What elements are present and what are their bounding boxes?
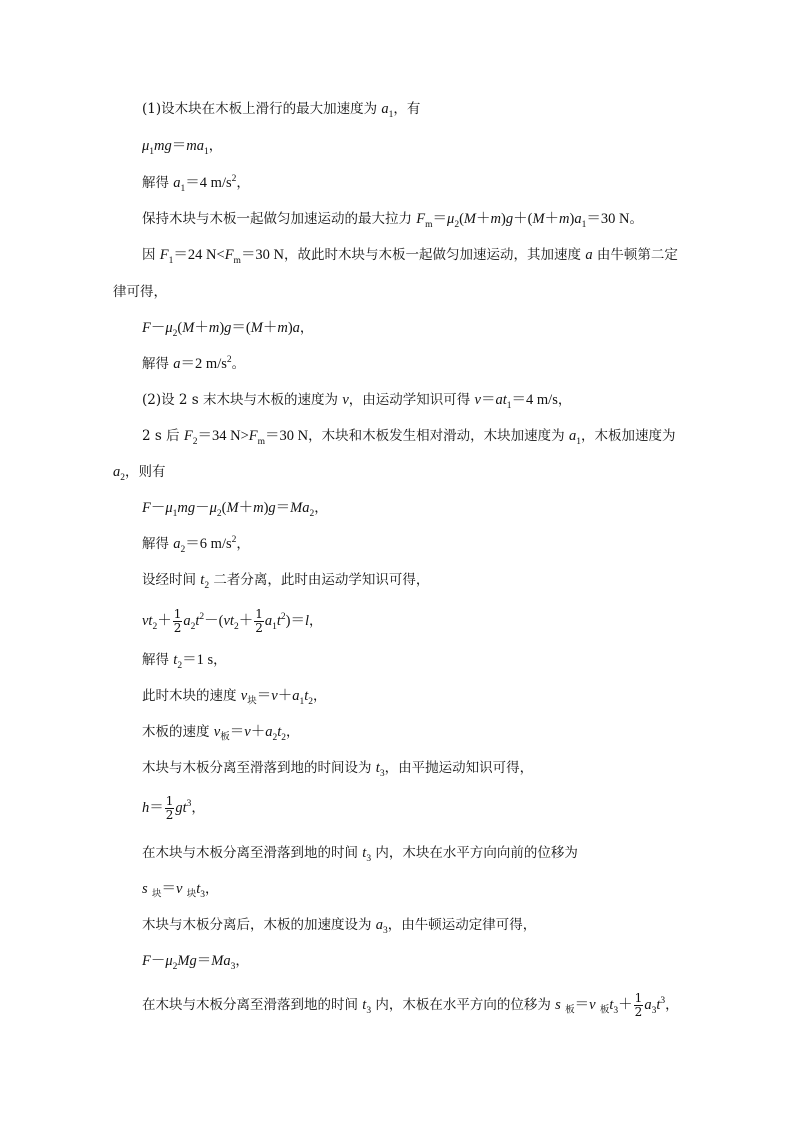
equation-line-2: $\mu_1mg=ma_1$， xyxy=(142,138,223,157)
fraction-half: $\frac{1}{2}$ xyxy=(634,991,643,1019)
text-line-13: 解得 $a_2=6$ $m/s^2$， xyxy=(142,535,250,555)
equation-line-22: s $_块$＝v $_块t_3$， xyxy=(142,881,219,900)
fraction-half: $\frac{1}{2}$ xyxy=(173,607,182,635)
equation-line-24: $F-\mu_2Mg=Ma_3$， xyxy=(142,953,249,972)
text-line-18: 木板的速度 $v_板=v+a_2t_2$， xyxy=(142,724,300,743)
equation-line-12: $F-\mu_1mg-\mu_2(M+m)g=Ma_2$， xyxy=(142,500,328,519)
text-line-19: 木块与木板分离至滑落到地的时间设为 $t_3$，由平抛运动知识可得， xyxy=(142,760,534,779)
text-line-17: 此时木块的速度 $v_块=v+a_1t_2$， xyxy=(142,688,327,707)
text-line-16: 解得 $t_2=1$ s， xyxy=(142,652,227,671)
fraction-half: $\frac{1}{2}$ xyxy=(255,607,263,635)
text-line-11: $a_2$，则有 xyxy=(113,464,166,483)
text-line-3: 解得 $a_1=4$ $m/s^2$， xyxy=(142,174,250,194)
text-line-6: 律可得， xyxy=(113,284,167,300)
text-line-1: (1)设木块在木板上滑行的最大加速度为 $a_1$，有 xyxy=(142,101,421,120)
text-line-23: 木块与木板分离后，木板的加速度设为 $a_3$，由牛顿运动定律可得， xyxy=(142,917,537,936)
text-line-25: 在木块与木板分离至滑落到地的时间 $t_3$ 内，木板在水平方向的位移为 s $_板$＝v $_板t_3+$ $\frac{1}{2}$ $a_3t^3$， xyxy=(142,991,679,1019)
text-line-4: 保持木块与木板一起做匀加速运动的最大拉力 $F_m=\mu_2(M+m)g+(M+m)a_1=30$ N。 xyxy=(142,211,643,230)
text-line-8: 解得 a＝2 $m/s^2$。 xyxy=(142,355,246,372)
text-line-10: 2 s 后 $F_2=34$ $N>F_m=30$ N，木块和木板发生相对滑动，木块加速度为 $a_1$，木板加速度为 xyxy=(142,428,676,447)
equation-line-20: h＝ $\frac{1}{2}$ $gt^3$， xyxy=(142,794,205,822)
text-line-21: 在木块与木板分离至滑落到地的时间 $t_3$ 内，木块在水平方向向前的位移为 xyxy=(142,845,578,864)
equation-line-7: $F-\mu_2(M+m)g=(M+m)a$， xyxy=(142,320,314,339)
equation-line-15: $vt_2+$ $\frac{1}{2}$ $a_2t^2-(vt_2+$ $\frac{1}{2}$ $a_1t^2)=l$， xyxy=(142,607,323,635)
fraction-half: $\frac{1}{2}$ xyxy=(165,794,174,822)
text-line-5: 因 $F_1=24$ $N<F_m=30$ N，故此时木块与木板一起做匀加速运动，其加速度 a 由牛顿第二定 xyxy=(142,247,678,266)
text-line-14: 设经时间 $t_2$ 二者分离，此时由运动学知识可得， xyxy=(142,572,430,591)
text-line-9: (2)设 2 s 末木块与木板的速度为 v，由运动学知识可得 $v=at_1=4$ m/s， xyxy=(142,392,572,411)
